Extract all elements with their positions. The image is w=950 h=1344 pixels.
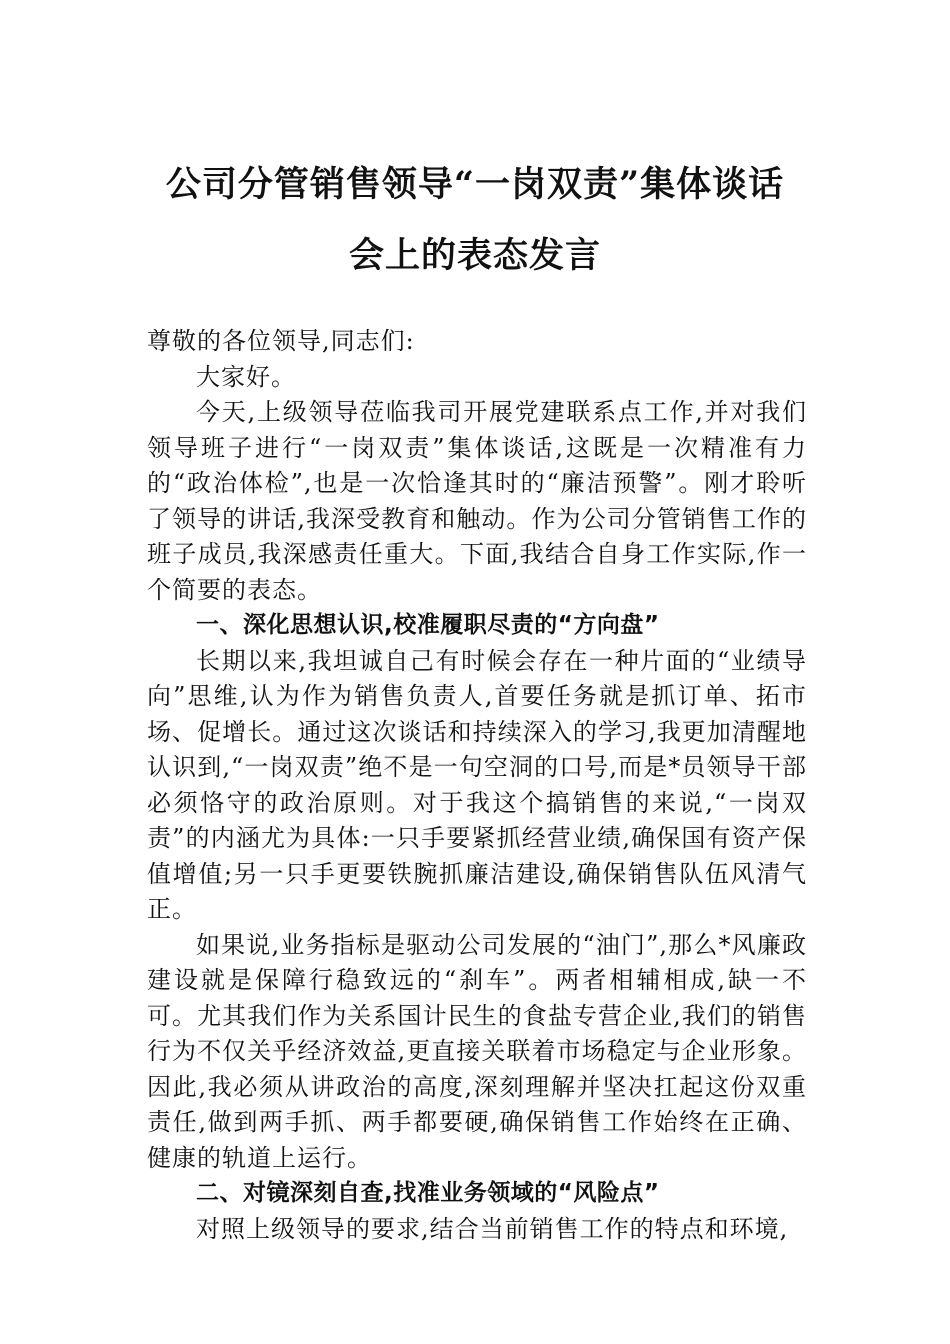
section-1-paragraph-1: 长期以来,我坦诚自己有时候会存在一种片面的“业绩导向”思维,认为作为销售负责人,首要任务就是抓订单、拓市场、促增长。通过这次谈话和持续深入的学习,我更加清醒地认识到,“一岗双责”绝不是一句空洞的口号,而是*员领导干部必须恪守的政治原则。对于我这个搞销售的来说,“一岗双责”的内涵尤为具体:一只手要紧抓经营业绩,确保国有资产保值增值;另一只手更要铁腕抓廉洁建设,确保销售队伍风清气正。 — [147, 646, 807, 923]
salutation: 尊敬的各位领导,同志们: — [147, 327, 415, 355]
document-body — [147, 324, 807, 1247]
section-1-heading: 一、深化思想认识,校准履职尽责的“方向盘” — [196, 612, 660, 638]
greeting: 大家好。 — [196, 362, 296, 391]
section-2-paragraph-1: 对照上级领导的要求,结合当前销售工作的特点和环境, — [196, 1214, 789, 1243]
document-title-line-1: 公司分管销售领导“一岗双责”集体谈话 — [165, 164, 785, 205]
section-2-heading: 二、对镜深刻自查,找准业务领域的“风险点” — [196, 1180, 660, 1206]
intro-paragraph: 今天,上级领导莅临我司开展党建联系点工作,并对我们领导班子进行“一岗双责”集体谈话,这既是一次精准有力的“政治体检”,也是一次恰逢其时的“廉洁预警”。刚才聆听了领导的讲话,我深受教育和触动。作为公司分管销售工作的班子成员,我深感责任重大。下面,我结合自身工作实际,作一个简要的表态。 — [147, 398, 807, 604]
section-1-paragraph-2: 如果说,业务指标是驱动公司发展的“油门”,那么*风廉政建设就是保障行稳致远的“刹车”。两者相辅相成,缺一不可。尤其我们作为关系国计民生的食盐专营企业,我们的销售行为不仅关乎经济效益,更直接关联着市场稳定与企业形象。因此,我必须从讲政治的高度,深刻理解并坚决扛起这份双重责任,做到两手抓、两手都要硬,确保销售工作始终在正确、健康的轨道上运行。 — [147, 930, 807, 1172]
document-title-line-2: 会上的表态发言 — [348, 235, 601, 276]
